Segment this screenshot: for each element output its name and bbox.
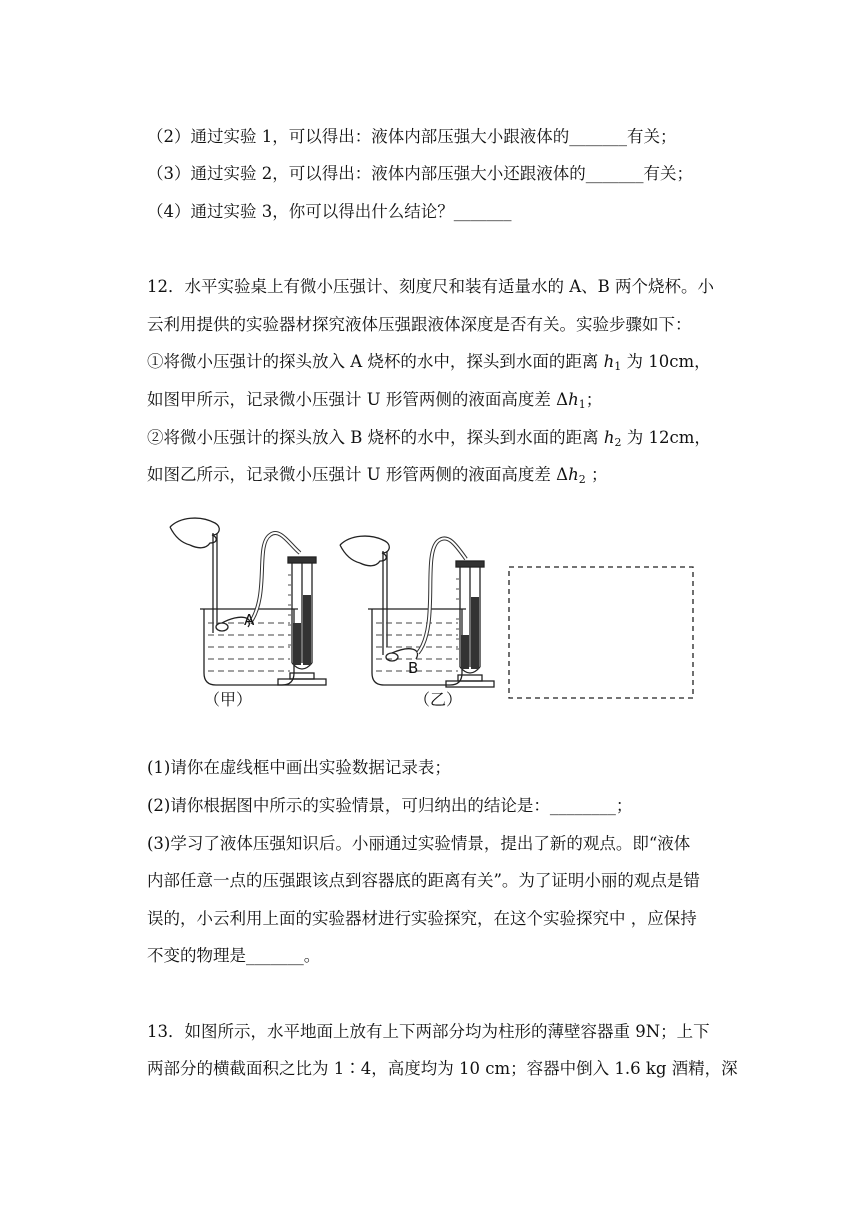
q11-part4: （4）通过实验 3，你可以得出什么结论？_______ (147, 202, 512, 221)
step1-cont-sub: 1 (578, 398, 586, 411)
q12-sub3-line1: (3)学习了液体压强知识后。小丽通过实验情景，提出了新的观点。即“液体 (147, 834, 691, 853)
label-b: B (408, 659, 419, 677)
step2-value: 为 12cm， (621, 428, 711, 447)
step2-sub: 2 (614, 436, 622, 449)
q12-intro-line2: 云利用提供的实验器材探究液体压强跟液体深度是否有关。实验步骤如下： (147, 315, 692, 334)
hand-icon-2 (340, 536, 389, 566)
step2-text: ②将微小压强计的探头放入 B 烧杯的水中，探头到水面的距离 (147, 428, 604, 447)
step1-cont-end: ； (585, 390, 603, 409)
q12-step1 (147, 351, 711, 378)
q12-sub3-line2: 内部任意一点的压强跟该点到容器底的距离有关”。为了证明小丽的观点是错 (147, 871, 700, 890)
q12-step1-cont (147, 389, 602, 416)
step1-var: h (603, 352, 615, 371)
hand-icon (170, 518, 219, 548)
q13-line2: 两部分的横截面积之比为 1∶4，高度均为 10 cm；容器中倒入 1.6 kg 酒精，深 (147, 1059, 738, 1078)
q12-intro-line1: 12．水平实验桌上有微小压强计、刻度尺和装有适量水的 A、B 两个烧杯。小 (147, 277, 715, 296)
caption-jia: （甲） (204, 690, 253, 709)
q12-step2-cont (147, 464, 607, 491)
step1-cont-var: h (568, 390, 579, 409)
step1-text: ①将微小压强计的探头放入 A 烧杯的水中，探头到水面的距离 (147, 352, 604, 371)
step1-cont-text: 如图甲所示，记录微小压强计 U 形管两侧的液面高度差 Δ (147, 390, 569, 409)
q12-sub1: (1)请你在虚线框中画出实验数据记录表； (147, 758, 451, 777)
q11-part2: （2）通过实验 1，可以得出：液体内部压强大小跟液体的_______有关； (147, 127, 677, 146)
step2-cont-var: h (568, 465, 579, 484)
probe-b (386, 653, 398, 661)
q12-sub3-line3: 误的，小云利用上面的实验器材进行实验探究，在这个实验探究中 ，应保持 (147, 909, 697, 928)
q11-part3: （3）通过实验 2，可以得出：液体内部压强大小还跟液体的_______有关； (147, 164, 693, 183)
q12-step2 (147, 427, 711, 454)
step1-sub: 1 (614, 360, 622, 373)
probe-a (216, 623, 228, 631)
experiment-figure (160, 505, 720, 715)
q12-sub3-line4: 不变的物理是_______。 (147, 946, 321, 965)
answer-dashed-box (509, 567, 693, 698)
step2-cont-sub: 2 (578, 473, 586, 486)
label-a: A (244, 611, 255, 629)
step2-var: h (603, 428, 615, 447)
caption-yi: （乙） (414, 690, 463, 709)
q13-line1: 13．如图所示，水平地面上放有上下两部分均为柱形的薄壁容器重 9N；上下 (147, 1022, 710, 1041)
q12-sub2: (2)请你根据图中所示的实验情景，可归纳出的结论是：________； (147, 796, 633, 815)
step1-value: 为 10cm， (621, 352, 711, 371)
pressure-gauge-illustration (160, 505, 720, 715)
step2-cont-end: ； (585, 465, 608, 484)
step2-cont-text: 如图乙所示，记录微小压强计 U 形管两侧的液面高度差 Δ (147, 465, 569, 484)
